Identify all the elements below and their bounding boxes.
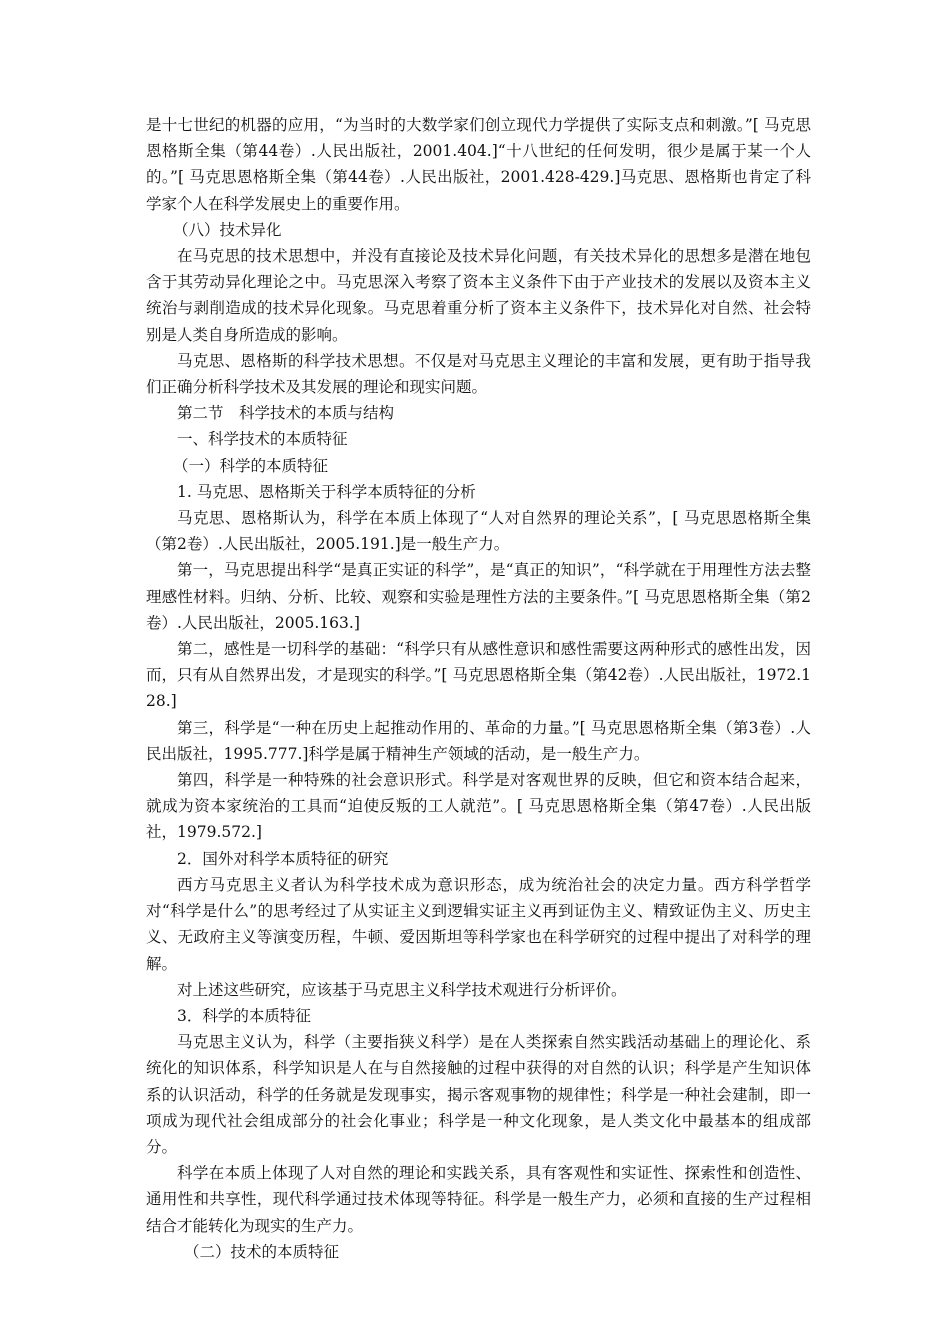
paragraph-first-point: 第一，马克思提出科学“是真正实证的科学”，是“真正的知识”，“科学就在于用理性方法去整理感性材料。归纳、分析、比较、观察和实验是理性方法的主要条件。”[ 马克思恩格斯全集（第2卷）.人民出版社，2005.163.] [146, 561, 811, 632]
paragraph-evaluation: 对上述这些研究，应该基于马克思主义科学技术观进行分析评价。 [177, 980, 627, 999]
paragraph-fourth-point: 第四，科学是一种特殊的社会意识形式。科学是对客观世界的反映，但它和资本结合起来，就成为资本家统治的工具而“迫使反叛的工人就范”。[ 马克思恩格斯全集（第47卷）.人民出版社，1979.572.] [146, 771, 811, 842]
heading-technology-essence: （二）技术的本质特征 [184, 1242, 340, 1261]
heading-science-characteristics: 3．科学的本质特征 [177, 1006, 311, 1025]
document-page [146, 112, 811, 1265]
paragraph-technology-alienation: 在马克思的技术思想中，并没有直接论及技术异化问题，有关技术异化的思想多是潜在地包含于其劳动异化理论之中。马克思深入考察了资本主义条件下由于产业技术的发展以及资本主义统治与剥削造成的技术异化现象。马克思着重分析了资本主义条件下，技术异化对自然、社会特别是人类自身所造成的影响。 [146, 247, 811, 344]
paragraph-marx-engels-intro: 马克思、恩格斯认为，科学在本质上体现了“人对自然界的理论关系”，[ 马克思恩格斯全集（第2卷）.人民出版社，2005.191.]是一般生产力。 [146, 509, 811, 554]
heading-section-two: 第二节 科学技术的本质与结构 [177, 404, 395, 423]
paragraph-marxism-view: 马克思主义认为，科学（主要指狭义科学）是在人类探索自然实践活动基础上的理论化、系统化的知识体系，科学知识是人在与自然接触的过程中获得的对自然的认识；科学是产生知识体系的认识活动，科学的任务就是发现事实，揭示客观事物的规律性；科学是一种社会建制，即一项成为现代社会组成部分的社会化事业；科学是一种文化现象，是人类文化中最基本的组成部分。 [146, 1033, 811, 1156]
paragraph-continued: 是十七世纪的机器的应用，“为当时的大数学家们创立现代力学提供了实际支点和刺激。”[ 马克思恩格斯全集（第44卷）.人民出版社，2001.404.]“十八世纪的任何发明，很少是属于某一个人的。”[ 马克思恩格斯全集（第44卷）.人民出版社，2001.428-429.]马克思、恩格斯也肯定了科学家个人在科学发展史上的重要作用。 [146, 116, 811, 213]
heading-foreign-research: 2．国外对科学本质特征的研究 [177, 849, 389, 868]
paragraph-third-point: 第三，科学是“一种在历史上起推动作用的、革命的力量。”[ 马克思恩格斯全集（第3卷）.人民出版社，1995.777.]科学是属于精神生产领域的活动，是一般生产力。 [146, 718, 811, 763]
heading-part-one: 一、科学技术的本质特征 [177, 430, 348, 449]
heading-marx-engels-analysis: 1. 马克思、恩格斯关于科学本质特征的分析 [177, 482, 476, 501]
paragraph-science-essence: 科学在本质上体现了人对自然的理论和实践关系，具有客观性和实证性、探索性和创造性、通用性和共享性，现代科学通过技术体现等特征。科学是一般生产力，必须和直接的生产过程相结合才能转化为现实的生产力。 [146, 1164, 811, 1235]
paragraph-western-marxism: 西方马克思主义者认为科学技术成为意识形态，成为统治社会的决定力量。西方科学哲学对“科学是什么”的思考经过了从实证主义到逻辑实证主义再到证伪主义、精致证伪主义、历史主义、无政府主义等演变历程，牛顿、爱因斯坦等科学家也在科学研究的过程中提出了对科学的理解。 [146, 875, 811, 973]
paragraph-summary: 马克思、恩格斯的科学技术思想。不仅是对马克思主义理论的丰富和发展，更有助于指导我们正确分析科学技术及其发展的理论和现实问题。 [146, 351, 811, 397]
paragraph-second-point: 第二，感性是一切科学的基础：“科学只有从感性意识和感性需要这两种形式的感性出发，因而，只有从自然界出发，才是现实的科学。”[ 马克思恩格斯全集（第42卷）.人民出版社，1972.128.] [146, 640, 811, 711]
heading-science-essence: （一）科学的本质特征 [173, 456, 329, 475]
heading-technology-alienation: （八）技术异化 [173, 220, 282, 239]
